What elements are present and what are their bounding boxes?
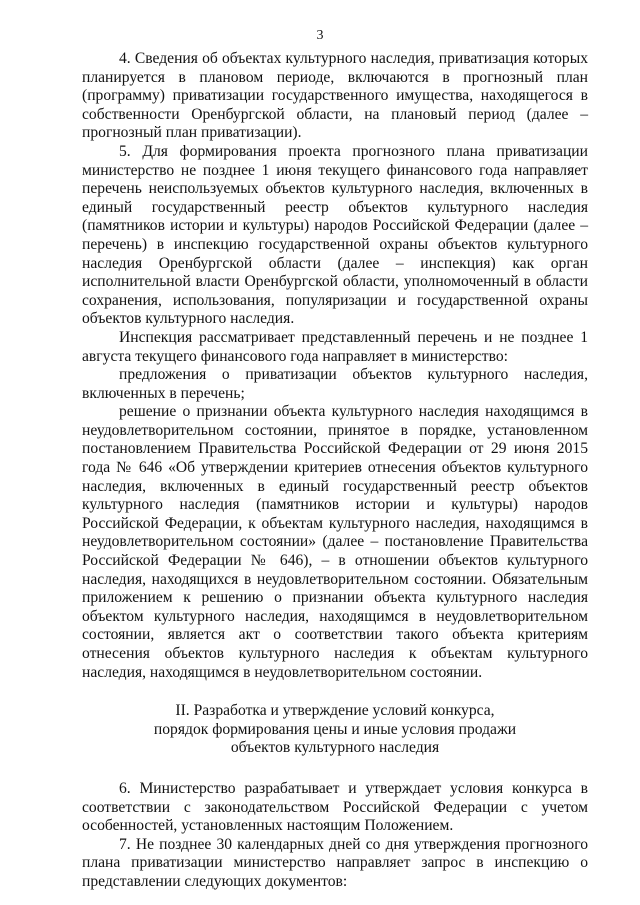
document-body bbox=[82, 50, 588, 892]
paragraph-inspection: Инспекция рассматривает представленный перечень и не позднее 1 августа текущего финансового года направляет в министерство: bbox=[82, 328, 588, 365]
section-heading bbox=[82, 702, 588, 758]
paragraph-decision: решение о признании объекта культурного наследия находящимся в неудовлетворительном состоянии, принятое в порядке, установленном постановлением Правительства Российской Федерации от 29 июня 2015 года № 646 «Об утверждении критериев отнесения объектов культурного наследия, включенных в единый государственный реестр объектов культурного наследия (памятников истории и культуры) народов Российской Федерации, к объектам культурного наследия, находящимся в неудовлетворительном состоянии» (далее – постановление Правительства Российской Федерации № 646), – в отношении объектов культурного наследия, находящихся в неудовлетворительном состоянии. Обязательным приложением к решению о признании объекта культурного наследия объектом культурного наследия, находящимся в неудовлетворительном состоянии, является акт о соответствии такого объекта критериям отнесения объектов культурного наследия к объектам культурного наследия, находящимся в неудовлетворительном состоянии. bbox=[82, 403, 588, 681]
paragraph-item-4: 4. Сведения об объектах культурного наследия, приватизация которых планируется в плановом периоде, включаются в прогнозный план (программу) приватизации государственного имущества, находящегося в собственности Оренбургской области, на плановый период (далее – прогнозный план приватизации). bbox=[82, 50, 588, 142]
section-heading-line: объектов культурного наследия bbox=[230, 739, 440, 757]
section-heading-line: порядок формирования цены и иные условия продажи bbox=[153, 720, 517, 738]
paragraph-item-6: 6. Министерство разрабатывает и утверждает условия конкурса в соответствии с законодательством Российской Федерации с учетом особенностей, установленных настоящим Положением. bbox=[82, 779, 588, 835]
paragraph-proposals: предложения о приватизации объектов культурного наследия, включенных в перечень; bbox=[82, 366, 588, 402]
paragraph-item-7: 7. Не позднее 30 календарных дней со дня утверждения прогнозного плана приватизации министерство направляет запрос в инспекцию о представлении следующих документов: bbox=[82, 835, 588, 890]
paragraph-item-5: 5. Для формирования проекта прогнозного плана приватизации министерство не позднее 1 июня текущего финансового года направляет перечень неиспользуемых объектов культурного наследия, включенных в единый государственный реестр объектов культурного наследия (памятников истории и культуры) народов Российской Федерации (далее – перечень) в инспекцию государственной охраны объектов культурного наследия Оренбургской области (далее – инспекция) как орган исполнительной власти Оренбургской области, уполномоченный в области сохранения, использования, популяризации и государственной охраны объектов культурного наследия. bbox=[82, 142, 588, 328]
page-number: 3 bbox=[316, 28, 324, 43]
section-heading-line: II. Разработка и утверждение условий конкурса, bbox=[175, 702, 495, 720]
